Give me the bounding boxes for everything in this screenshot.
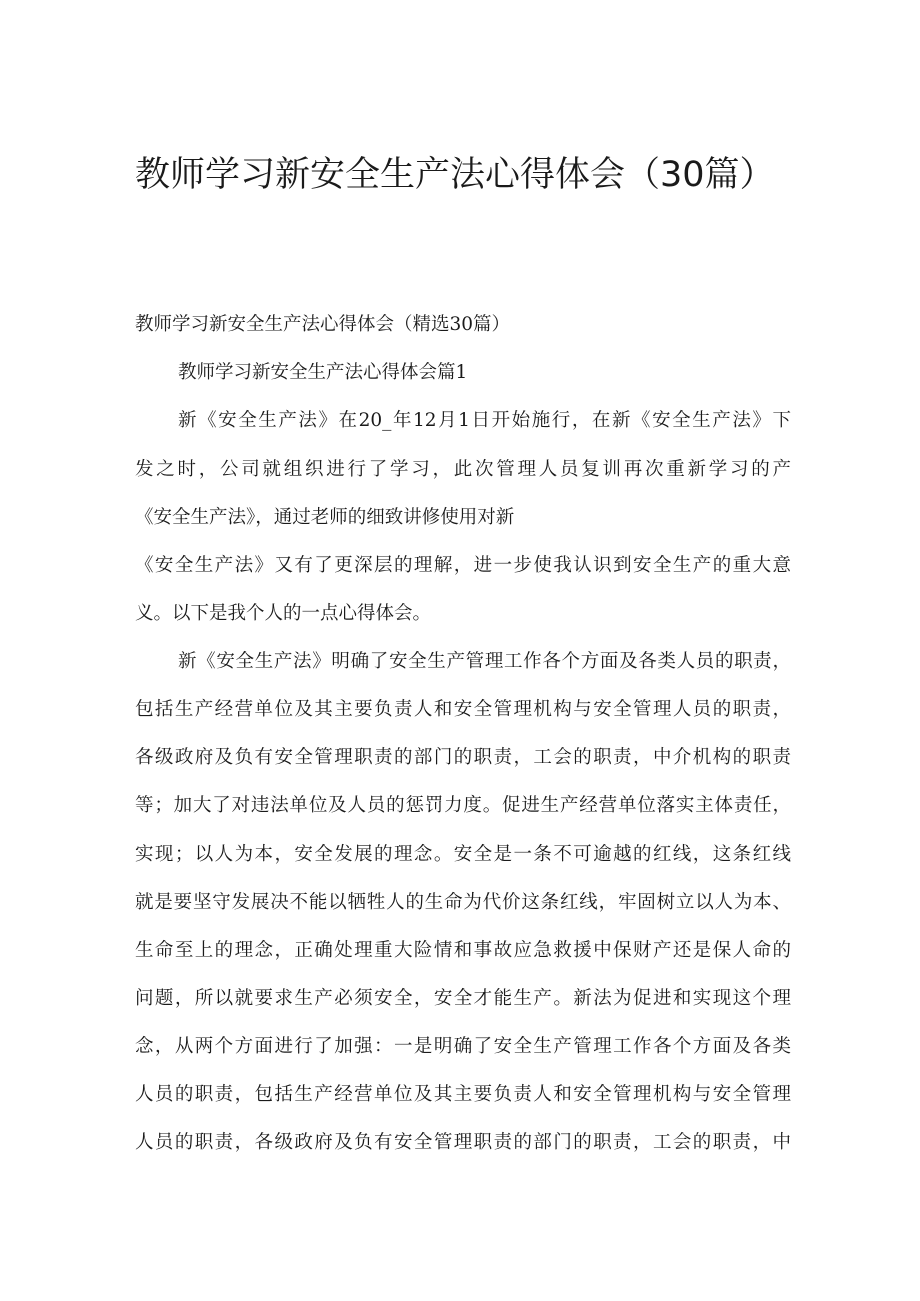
body-line: 发之时，公司就组织进行了学习，此次管理人员复训再次重新学习的产 bbox=[135, 459, 791, 480]
document-title: 教师学习新安全生产法心得体会（30篇） bbox=[135, 155, 775, 195]
section-heading: 教师学习新安全生产法心得体会篇1 bbox=[178, 362, 468, 383]
body-line: 包括生产经营单位及其主要负责人和安全管理机构与安全管理人员的职责， bbox=[135, 699, 791, 720]
body-line: 就是要坚守发展决不能以牺牲人的生命为代价这条红线，牢固树立以人为本、 bbox=[135, 892, 791, 913]
body-line: 等；加大了对违法单位及人员的惩罚力度。促进生产经营单位落实主体责任， bbox=[135, 795, 791, 816]
body-line: 实现；以人为本，安全发展的理念。安全是一条不可逾越的红线，这条红线 bbox=[135, 844, 791, 865]
body-line: 《安全生产法》，通过老师的细致讲修使用对新 bbox=[135, 507, 515, 528]
body-line: 新《安全生产法》明确了安全生产管理工作各个方面及各类人员的职责， bbox=[178, 651, 791, 672]
body-line: 问题，所以就要求生产必须安全，安全才能生产。新法为促进和实现这个理 bbox=[135, 988, 791, 1009]
document-subtitle: 教师学习新安全生产法心得体会（精选30篇） bbox=[135, 314, 511, 335]
body-line: 新《安全生产法》在20_年12月1日开始施行，在新《安全生产法》下 bbox=[178, 410, 791, 431]
body-line: 义。以下是我个人的一点心得体会。 bbox=[135, 603, 432, 624]
body-line: 生命至上的理念，正确处理重大险情和事故应急救援中保财产还是保人命的 bbox=[135, 940, 791, 961]
body-line: 念，从两个方面进行了加强：一是明确了安全生产管理工作各个方面及各类 bbox=[135, 1036, 791, 1057]
body-line: 《安全生产法》又有了更深层的理解，进一步使我认识到安全生产的重大意 bbox=[135, 555, 791, 576]
body-line: 人员的职责，包括生产经营单位及其主要负责人和安全管理机构与安全管理 bbox=[135, 1084, 791, 1105]
body-line: 各级政府及负有安全管理职责的部门的职责，工会的职责，中介机构的职责 bbox=[135, 747, 791, 768]
body-line: 人员的职责，各级政府及负有安全管理职责的部门的职责，工会的职责，中 bbox=[135, 1132, 791, 1153]
